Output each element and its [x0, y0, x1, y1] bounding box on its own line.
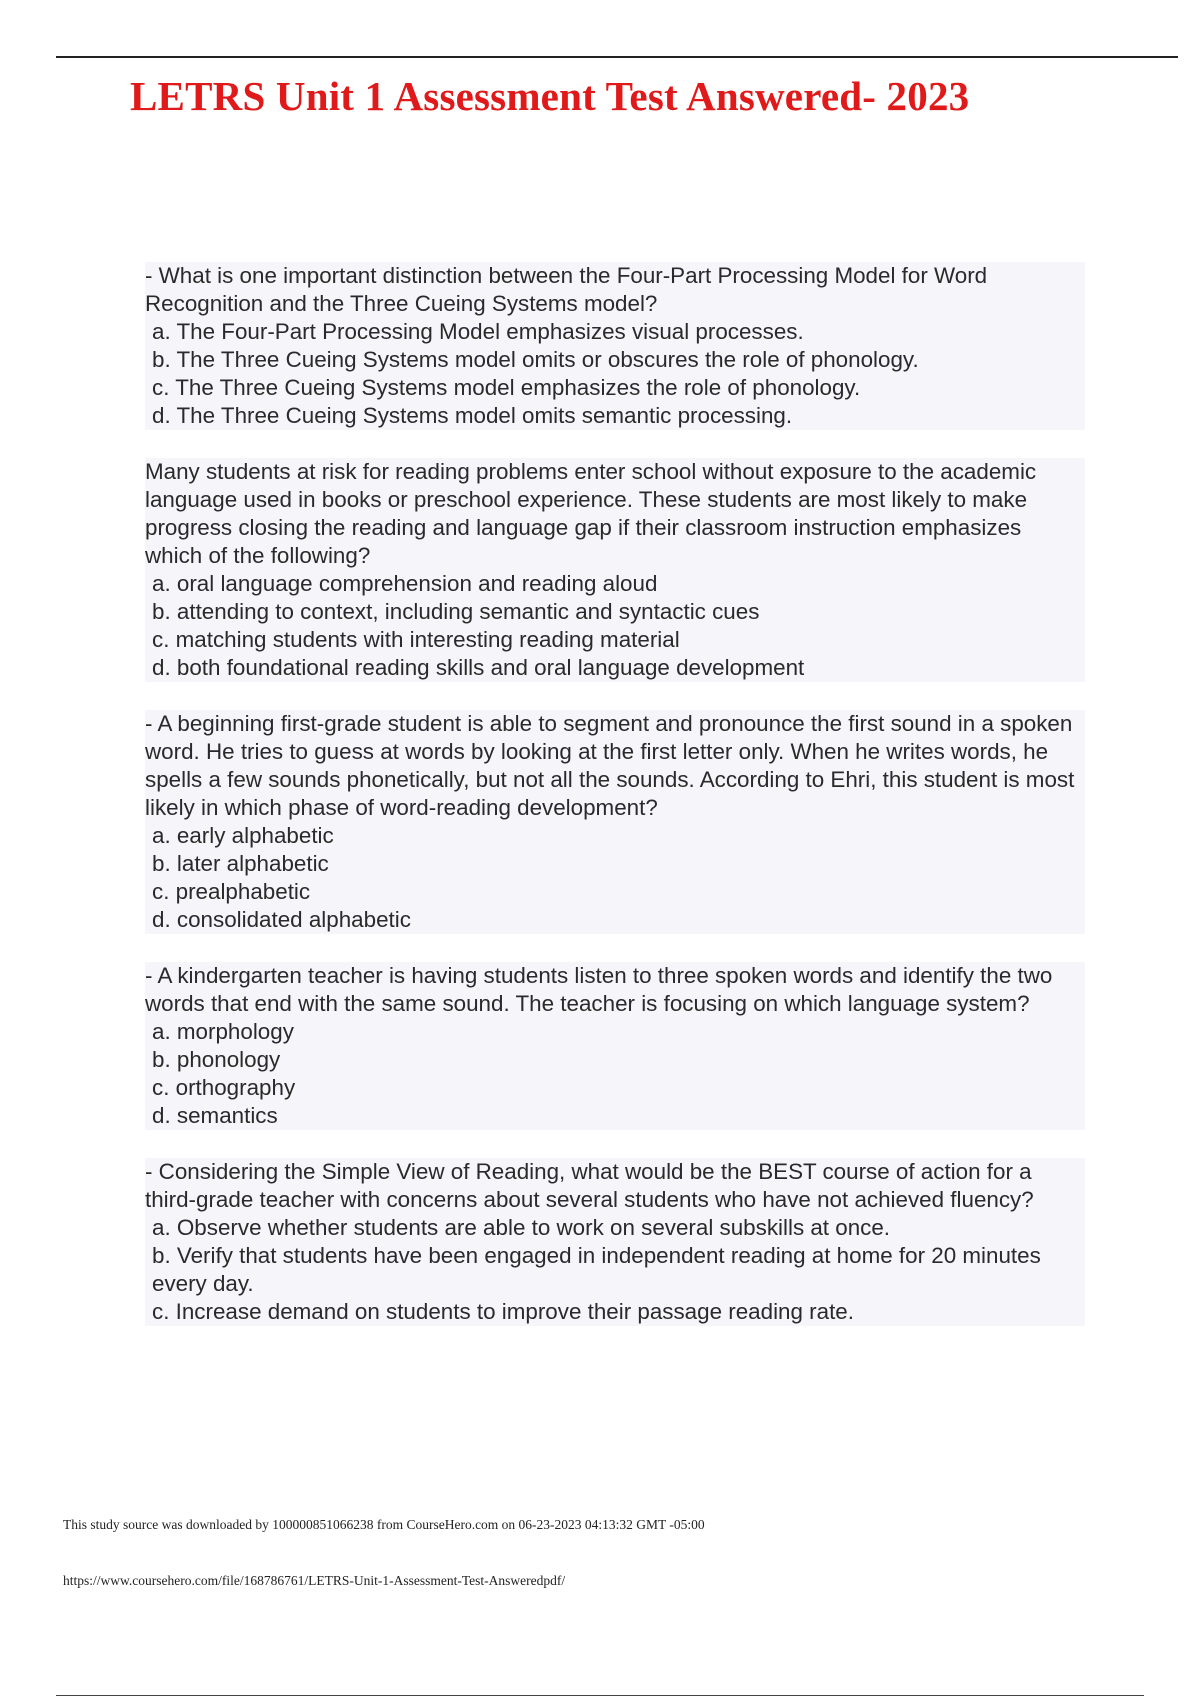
option-a: a. Observe whether students are able to work on several subskills at once. — [145, 1214, 1085, 1242]
option-b: b. The Three Cueing Systems model omits or obscures the role of phonology. — [145, 346, 1085, 374]
source-url: https://www.coursehero.com/file/168786761/LETRS-Unit-1-Assessment-Test-Answeredpdf/ — [63, 1573, 566, 1588]
option-d: d. both foundational reading skills and oral language development — [145, 654, 1085, 682]
question-3 — [145, 710, 1085, 934]
option-d: d. consolidated alphabetic — [145, 906, 1085, 934]
bottom-rule — [56, 1695, 1144, 1696]
option-d: d. The Three Cueing Systems model omits semantic processing. — [145, 402, 1085, 430]
question-text: - A beginning first-grade student is able to segment and pronounce the first sound in a spoken word. He tries to guess at words by looking at the first letter only. When he writes words, he spells a few sounds phonetically, but not all the sounds. According to Ehri, this student is most likely in which phase of word-reading development? — [145, 710, 1085, 822]
option-b: b. attending to context, including semantic and syntactic cues — [145, 598, 1085, 626]
question-5 — [145, 1158, 1085, 1326]
option-c: c. orthography — [145, 1074, 1085, 1102]
top-rule — [56, 56, 1178, 58]
option-b: b. later alphabetic — [145, 850, 1085, 878]
option-b: b. Verify that students have been engaged in independent reading at home for 20 minutes every day. — [145, 1242, 1085, 1298]
question-text: Many students at risk for reading problems enter school without exposure to the academic language used in books or preschool experience. These students are most likely to make progress closing the reading and language gap if their classroom instruction emphasizes which of the following? — [145, 458, 1085, 570]
question-2 — [145, 458, 1085, 682]
option-c: c. prealphabetic — [145, 878, 1085, 906]
option-a: a. morphology — [145, 1018, 1085, 1046]
question-text: - A kindergarten teacher is having students listen to three spoken words and identify the two words that end with the same sound. The teacher is focusing on which language system? — [145, 962, 1085, 1018]
question-1 — [145, 262, 1085, 430]
question-4 — [145, 962, 1085, 1130]
question-text: - What is one important distinction between the Four-Part Processing Model for Word Recognition and the Three Cueing Systems model? — [145, 262, 1085, 318]
option-d: d. semantics — [145, 1102, 1085, 1130]
option-a: a. The Four-Part Processing Model emphasizes visual processes. — [145, 318, 1085, 346]
option-b: b. phonology — [145, 1046, 1085, 1074]
option-c: c. Increase demand on students to improve their passage reading rate. — [145, 1298, 1085, 1326]
document-title: LETRS Unit 1 Assessment Test Answered- 2023 — [130, 73, 970, 119]
download-source-notice: This study source was downloaded by 100000851066238 from CourseHero.com on 06-23-2023 04:13:32 GMT -05:00 — [63, 1517, 705, 1532]
option-a: a. early alphabetic — [145, 822, 1085, 850]
option-c: c. The Three Cueing Systems model emphasizes the role of phonology. — [145, 374, 1085, 402]
option-a: a. oral language comprehension and reading aloud — [145, 570, 1085, 598]
option-c: c. matching students with interesting reading material — [145, 626, 1085, 654]
question-list — [145, 262, 1085, 1354]
question-text: - Considering the Simple View of Reading, what would be the BEST course of action for a third-grade teacher with concerns about several students who have not achieved fluency? — [145, 1158, 1085, 1214]
